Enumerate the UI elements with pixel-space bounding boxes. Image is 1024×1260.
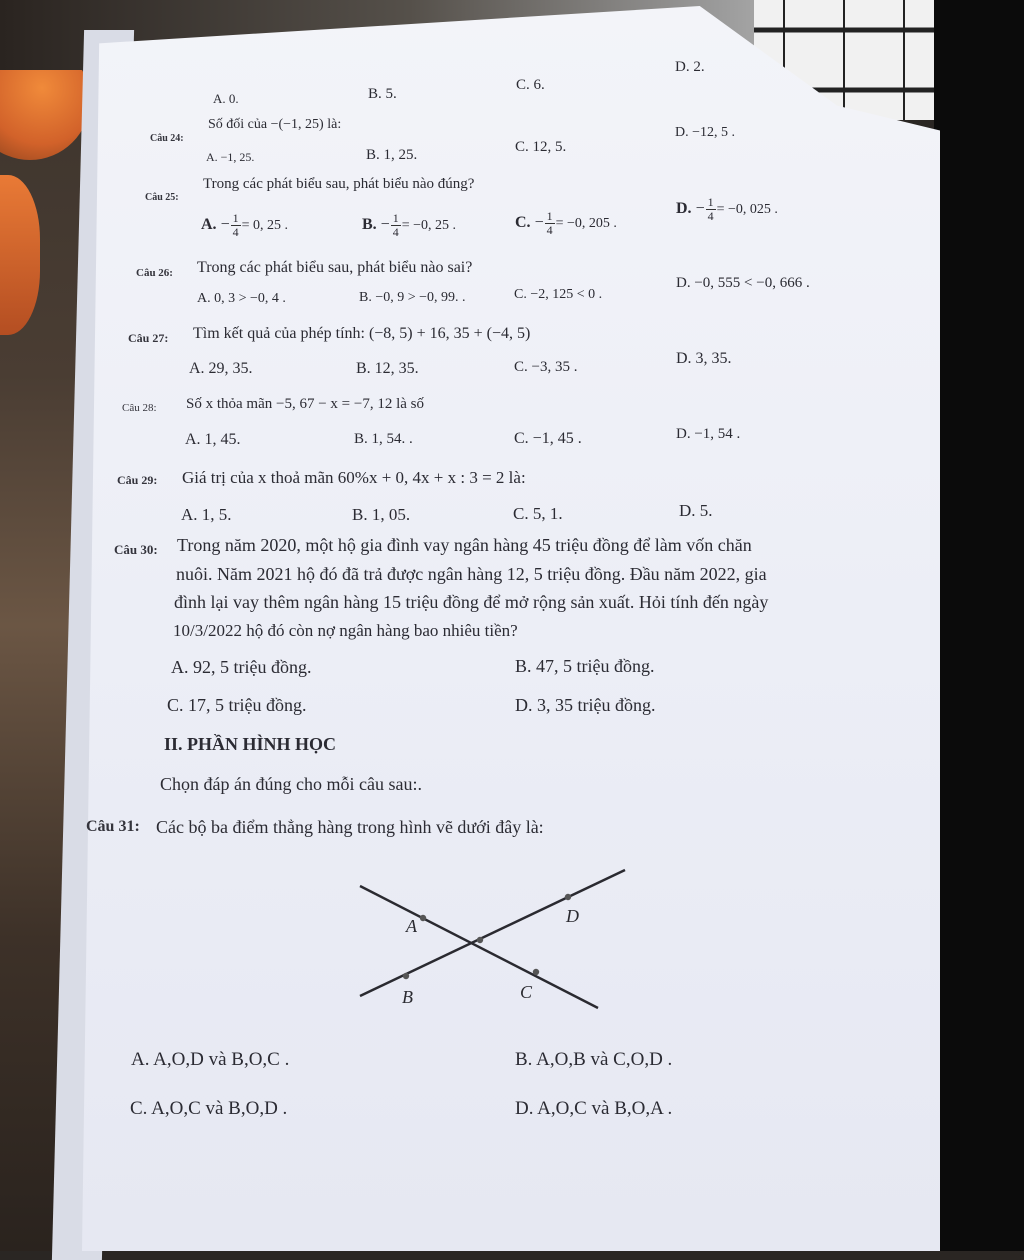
q30-text-line-4: 10/3/2022 hộ đó còn nợ ngân hàng bao nhiêu tiền? [173, 621, 518, 640]
q30-text-line-2: nuôi. Năm 2021 hộ đó đã trả được ngân hàng 12, 5 triệu đồng. Đầu năm 2022, gia [176, 564, 767, 584]
point-a [420, 915, 426, 921]
q29-number: Câu 29: [117, 473, 158, 487]
q27-option-c: C. −3, 35 . [514, 359, 578, 375]
q29-text: Giá trị của x thoả mãn 60%x + 0, 4x + x : 3 = 2 là: [182, 468, 526, 487]
q28-option-c: C. −1, 45 . [514, 430, 582, 447]
line-a-o-c [360, 886, 598, 1008]
section-instruction: Chọn đáp án đúng cho mỗi câu sau:. [160, 774, 422, 794]
section-title: II. PHẦN HÌNH HỌC [164, 734, 337, 754]
fraction-one-quarter: $\frac{1}{4}$ [392, 211, 399, 239]
q30-text-line-3: đình lại vay thêm ngân hàng 15 triệu đồng để mở rộng sản xuất. Hỏi tính đến ngày [174, 592, 769, 612]
q30-text-line-1: Trong năm 2020, một hộ gia đình vay ngân hàng 45 triệu đồng để làm vốn chăn [177, 535, 752, 555]
q28-option-b: B. 1, 54. . [354, 431, 413, 447]
fraction-one-quarter: $\frac{1}{4}$ [707, 195, 714, 223]
q24-option-c: C. 12, 5. [515, 139, 567, 155]
point-o [477, 937, 483, 943]
fraction-one-quarter: $\frac{1}{4}$ [546, 209, 553, 237]
q27-text: Tìm kết quả của phép tính: (−8, 5) + 16, 35 + (−4, 5) [193, 325, 531, 342]
q26-number: Câu 26: [136, 267, 173, 279]
point-c [533, 969, 539, 975]
geometry-figure [340, 858, 640, 1023]
q24-option-a: A. −1, 25. [206, 150, 255, 164]
point-b [403, 973, 409, 979]
q31-text: Các bộ ba điểm thẳng hàng trong hình vẽ dưới đây là: [156, 817, 544, 837]
q23-option-d: D. 2. [675, 59, 705, 75]
q29-option-b: B. 1, 05. [352, 505, 411, 524]
q31-option-a: A. A,O,D và B,O,C . [131, 1049, 290, 1070]
q28-text: Số x thỏa mãn −5, 67 − x = −7, 12 là số [186, 396, 424, 412]
point-d [565, 894, 571, 900]
q24-number: Câu 24: [150, 133, 184, 144]
label-a: A [406, 916, 417, 936]
q24-option-b: B. 1, 25. [366, 147, 418, 163]
q31-option-c: C. A,O,C và B,O,D . [130, 1098, 288, 1119]
q27-option-a: A. 29, 35. [189, 360, 253, 377]
q31-option-d: D. A,O,C và B,O,A . [515, 1098, 673, 1119]
q27-option-d: D. 3, 35. [676, 350, 732, 367]
label-c: C [520, 982, 533, 1002]
q30-number: Câu 30: [114, 542, 158, 557]
q24-text: Số đối của −(−1, 25) là: [208, 117, 342, 132]
q29-option-a: A. 1, 5. [181, 505, 232, 524]
q23-option-c: C. 6. [516, 77, 545, 93]
q25-option-d: D. − $\frac{1}{4}$ = −0, 025 . [676, 195, 778, 223]
q28-option-a: A. 1, 45. [185, 431, 241, 448]
q26-option-d: D. −0, 555 < −0, 666 . [676, 275, 810, 291]
q26-text: Trong các phát biểu sau, phát biểu nào sai? [197, 259, 473, 276]
q25-option-a: A. − $\frac{1}{4}$ = 0, 25 . [201, 211, 288, 239]
q30-option-c: C. 17, 5 triệu đồng. [167, 695, 307, 715]
line-b-o-d [360, 870, 625, 996]
q28-option-d: D. −1, 54 . [676, 426, 741, 442]
q25-option-b: B. − $\frac{1}{4}$ = −0, 25 . [362, 211, 456, 239]
q27-number: Câu 27: [128, 331, 169, 345]
q25-number: Câu 25: [145, 192, 179, 203]
q26-option-c: C. −2, 125 < 0 . [514, 287, 603, 302]
q23-option-b: B. 5. [368, 86, 397, 102]
q30-option-a: A. 92, 5 triệu đồng. [171, 657, 312, 677]
label-b: B [402, 987, 413, 1007]
q27-option-b: B. 12, 35. [356, 360, 419, 377]
label-d: D [566, 906, 579, 926]
q25-option-c: C. − $\frac{1}{4}$ = −0, 205 . [515, 209, 617, 237]
q23-option-a: A. 0. [213, 91, 239, 106]
q26-option-b: B. −0, 9 > −0, 99. . [359, 290, 466, 305]
q29-option-c: C. 5, 1. [513, 504, 563, 523]
q29-option-d: D. 5. [679, 501, 713, 520]
q25-text: Trong các phát biểu sau, phát biểu nào đúng? [203, 176, 475, 192]
q30-option-d: D. 3, 35 triệu đồng. [515, 695, 656, 715]
q31-number: Câu 31: [86, 818, 140, 835]
q30-option-b: B. 47, 5 triệu đồng. [515, 656, 655, 676]
q31-option-b: B. A,O,B và C,O,D . [515, 1049, 673, 1070]
q24-option-d: D. −12, 5 . [675, 125, 736, 140]
fraction-one-quarter: $\frac{1}{4}$ [232, 211, 239, 239]
q28-number: Câu 28: [122, 402, 157, 414]
q26-option-a: A. 0, 3 > −0, 4 . [197, 291, 286, 306]
